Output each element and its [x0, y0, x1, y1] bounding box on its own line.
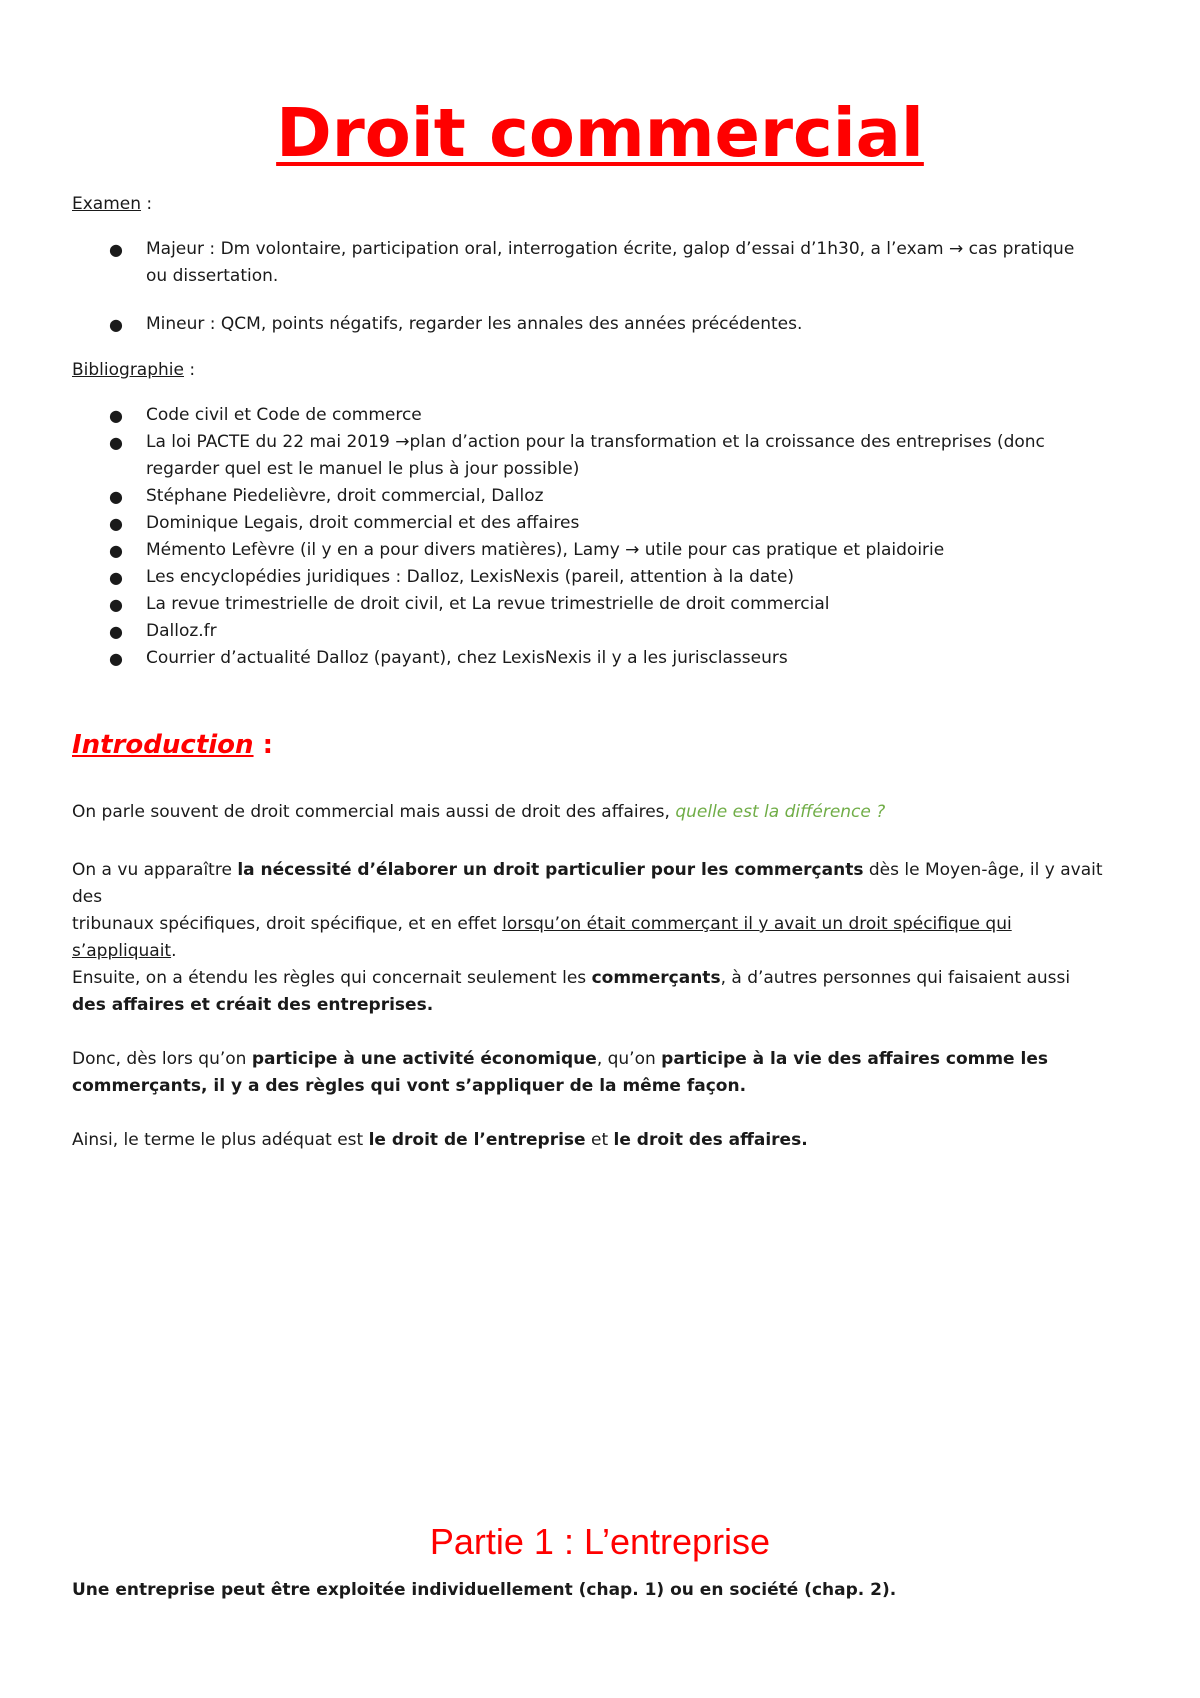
- bullet-icon: ●: [109, 406, 123, 425]
- question-text: quelle est la différence ?: [675, 802, 886, 822]
- introduction-heading: Introduction :: [72, 730, 273, 760]
- bullet-icon: ●: [109, 433, 123, 452]
- examen-list-2: [72, 311, 1152, 338]
- bullet-icon: ●: [109, 240, 123, 259]
- intro-paragraph-5: Ainsi, le terme le plus adéquat est le droit de l’entreprise et le droit des affaires.: [72, 1130, 808, 1150]
- bullet-icon: ●: [109, 541, 123, 560]
- examen-heading: Examen :: [72, 194, 153, 214]
- bullet-icon: ●: [109, 622, 123, 641]
- bullet-icon: ●: [109, 649, 123, 668]
- list-item: ● Courrier d’actualité Dalloz (payant), chez LexisNexis il y a les jurisclasseurs: [72, 645, 1152, 672]
- bullet-icon: ●: [109, 514, 123, 533]
- list-item: ● La loi PACTE du 22 mai 2019 →plan d’action pour la transformation et la croissance des entreprises (donc regarder quel est le manuel le plus à jour possible): [72, 429, 1152, 483]
- bullet-icon: ●: [109, 568, 123, 587]
- biblio-label: Bibliographie: [72, 360, 184, 380]
- intro-paragraph-1: On parle souvent de droit commercial mais aussi de droit des affaires, quelle est la différence ?: [72, 802, 886, 822]
- bullet-icon: ●: [109, 487, 123, 506]
- examen-list: [72, 236, 1152, 290]
- list-item: ● Code civil et Code de commerce: [72, 402, 1152, 429]
- examen-label: Examen: [72, 194, 142, 214]
- list-item: ● La revue trimestrielle de droit civil, et La revue trimestrielle de droit commercial: [72, 591, 1152, 618]
- partie-heading: Partie 1 : L’entreprise: [429, 1521, 771, 1562]
- list-item: ● Stéphane Piedelièvre, droit commercial, Dalloz: [72, 483, 1152, 510]
- list-item: ● Dalloz.fr: [72, 618, 1152, 645]
- document-title: Droit commercial: [276, 94, 924, 172]
- list-item: ● Dominique Legais, droit commercial et des affaires: [72, 510, 1152, 537]
- list-item: ● Mémento Lefèvre (il y en a pour divers matières), Lamy → utile pour cas pratique et plaidoirie: [72, 537, 1152, 564]
- biblio-list: [72, 402, 1152, 672]
- bullet-icon: ●: [109, 315, 123, 334]
- intro-paragraph-4: Donc, dès lors qu’on participe à une activité économique, qu’on participe à la vie des affaires comme les commerçants, il y a des règles qui vont s’appliquer de la même façon.: [72, 1049, 1048, 1096]
- intro-paragraph-3: Ensuite, on a étendu les règles qui concernait seulement les commerçants, à d’autres personnes qui faisaient aussi des affaires et créait des entreprises.: [72, 968, 1071, 1015]
- bullet-icon: ●: [109, 595, 123, 614]
- list-item: ● Les encyclopédies juridiques : Dalloz, LexisNexis (pareil, attention à la date): [72, 564, 1152, 591]
- biblio-heading: Bibliographie :: [72, 360, 196, 380]
- partie-intro: Une entreprise peut être exploitée individuellement (chap. 1) ou en société (chap. 2).: [72, 1580, 897, 1600]
- list-item: ● Mineur : QCM, points négatifs, regarder les annales des années précédentes.: [72, 311, 1152, 338]
- list-item: ● Majeur : Dm volontaire, participation oral, interrogation écrite, galop d’essai d’1h30, a l’exam → cas pratique ou dissertation.: [72, 236, 1152, 290]
- intro-paragraph-2: On a vu apparaître la nécessité d’élaborer un droit particulier pour les commerçants dès le Moyen-âge, il y avait des tribunaux spécifiques, droit spécifique, et en effet lorsqu’on était commerçant il y avait un droit spécifique qui s’appliquait.: [72, 860, 1103, 961]
